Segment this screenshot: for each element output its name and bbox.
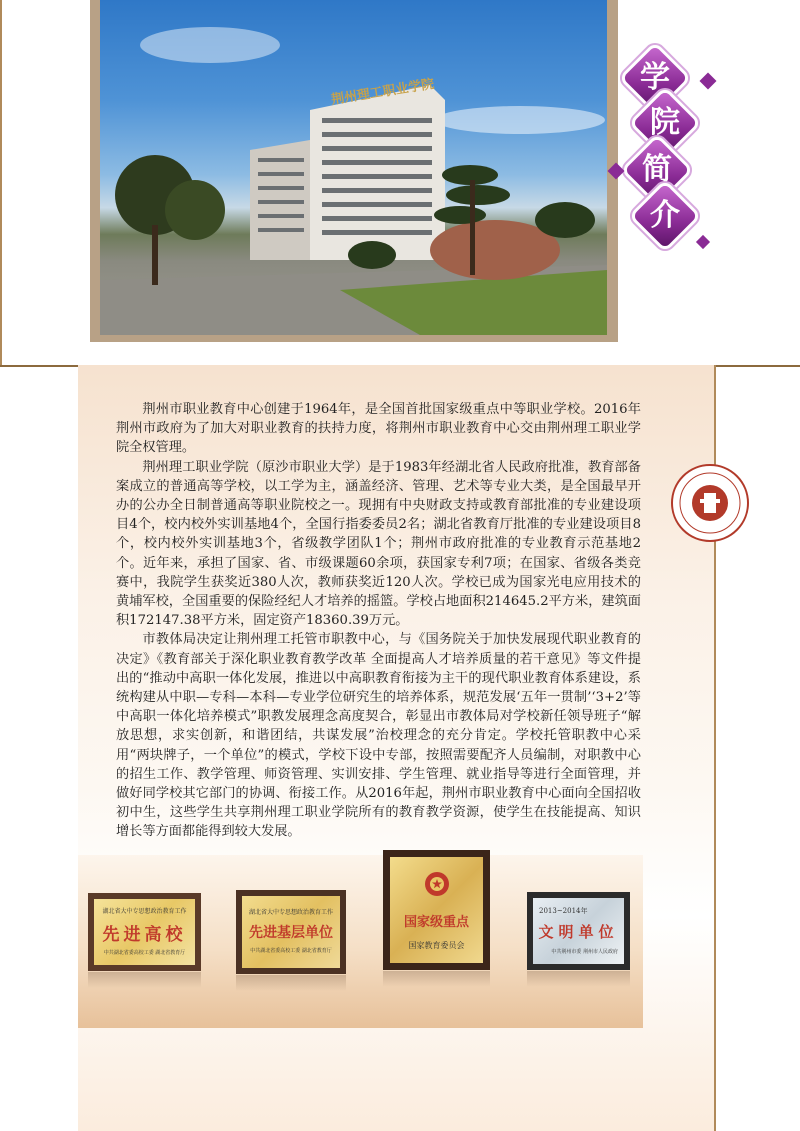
plaque-4-issuer: 中共荆州市委 荆州市人民政府 xyxy=(551,948,618,955)
campus-photo xyxy=(100,0,607,335)
paragraph-2: 荆州理工职业学院（原沙市职业大学）是于1983年经湖北省人民政府批准，教育部备案成立的普通高等学校，以工学为主，涵盖经济、管理、艺术等专业大类，是全国最早开办的公办全日制普通高等职业院校之一。现拥有中央财政支持或教育部批准的专业建设项目4个，校内校外实训基地4个，全国行指委委员2名；湖北省教育厅批准的专业建设项目8个，校内校外实训基地3个，省级教学团队1个；荆州市政府批准的专业教育示范基地2个。近年来，承担了国家、省、市级课题60余项，获国家专利7项；在国家、省级各类竞赛中，我院学生获奖近380人次，教师获奖近120人次。学校已成为国家光电应用技术的黄埔军校，全国重要的保险经纪人才培养的摇篮。学校占地面积214645.2平方米，建筑面积172147.38平方米，固定资产18360.39万元。 xyxy=(116,459,641,629)
plaque-2-top: 湖北省大中专思想政治教育工作 xyxy=(248,909,333,916)
plaque-1-title: 先进高校 xyxy=(102,924,187,945)
award-plaque-1 xyxy=(88,893,201,971)
plaque-3-issuer: 国家教育委员会 xyxy=(408,940,465,950)
section-badge xyxy=(632,55,742,255)
plaque-4-title: 文明单位 xyxy=(538,922,619,941)
plaque-1-issuer: 中共湖北省委高校工委 湖北省教育厅 xyxy=(103,949,186,956)
plaque-1-top: 湖北省大中专思想政治教育工作 xyxy=(102,907,187,915)
plaque-2-title: 先进基层单位 xyxy=(249,925,333,941)
paragraph-1: 荆州市职业教育中心创建于1964年，是全国首批国家级重点中等职业学校。2016年荆州市政府为了加大对职业教育的扶持力度，将荆州市职业教育中心交由荆州理工职业学院全权管理。 xyxy=(116,402,641,456)
plaque-3-title: 国家级重点 xyxy=(403,914,469,930)
badge-char-4: 介 xyxy=(650,198,680,233)
badge-char-1: 学 xyxy=(640,60,670,95)
plaque-2-issuer: 中共湖北省委高校工委 湖北省教育厅 xyxy=(250,948,332,954)
school-seal-logo xyxy=(670,463,750,543)
award-plaque-3 xyxy=(383,850,490,970)
award-plaque-4 xyxy=(527,892,630,970)
badge-char-2: 院 xyxy=(650,105,680,140)
left-rule xyxy=(0,0,2,365)
award-plaque-2 xyxy=(236,890,346,974)
paragraph-3: 市教体局决定让荆州理工托管市职教中心，与《国务院关于加快发展现代职业教育的决定》《教育部关于深化职业教育教学改革 全面提高人才培养质量的若干意见》等文件提出的“推动中高职一体化发展，推进以中高职教育衔接为主干的现代职业教育体系建设，系统构建从中职—专科—本科—专业学位研究生的培养体系，规范发展‘五年一贯制’‘3+2’等中高职一体化培养模式”职教发展理念高度契合，彰显出市教体局对学校新任领导班子“解放思想，求实创新，和谐团结，共谋发展”治校理念的充分肯定。学校托管职教中心采用“两块牌子，一个单位”的模式，学校下设中专部，按照需要配齐人员编制，对职教中心的招生工作、教学管理、师资管理、实训安排、学生管理、就业指导等进行全面管理，并做好同学校其它部门的协调、衔接工作。从2016年起，荆州市职业教育中心面向全国招收初中生，这些学生共享荆州理工职业学院所有的教育教学资源，使学生在技能提高、知识增长等方面都能得到较大发展。 xyxy=(116,632,641,840)
badge-char-3: 简 xyxy=(642,152,672,187)
building-sign: 荆州理工职业学院 xyxy=(330,76,436,108)
national-emblem-icon xyxy=(424,871,450,897)
plaque-4-top: 2013~2014年 xyxy=(539,906,588,915)
intro-text xyxy=(116,400,641,842)
